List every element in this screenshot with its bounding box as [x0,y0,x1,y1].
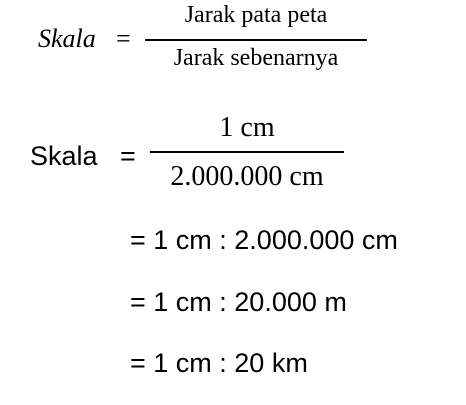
formula-general-denominator: Jarak sebenarnya [173,45,339,71]
formula-general-numerator: Jarak pata peta [184,2,328,28]
formula-general-fraction-bar [145,39,367,41]
formula-general-lhs: Skala [38,24,96,53]
formula-applied-fraction-bar [150,151,344,153]
result-line-m: = 1 cm : 20.000 m [130,287,347,317]
result-line-cm: = 1 cm : 2.000.000 cm [130,225,398,255]
formula-general-equals-sign: = [116,24,131,53]
result-line-km: = 1 cm : 20 km [130,348,308,378]
formula-applied-numerator: 1 cm [219,112,275,143]
formula-applied-equals-sign: = [120,141,136,171]
formula-applied-denominator: 2.000.000 cm [170,161,324,192]
formula-applied-lhs: Skala [30,141,98,171]
